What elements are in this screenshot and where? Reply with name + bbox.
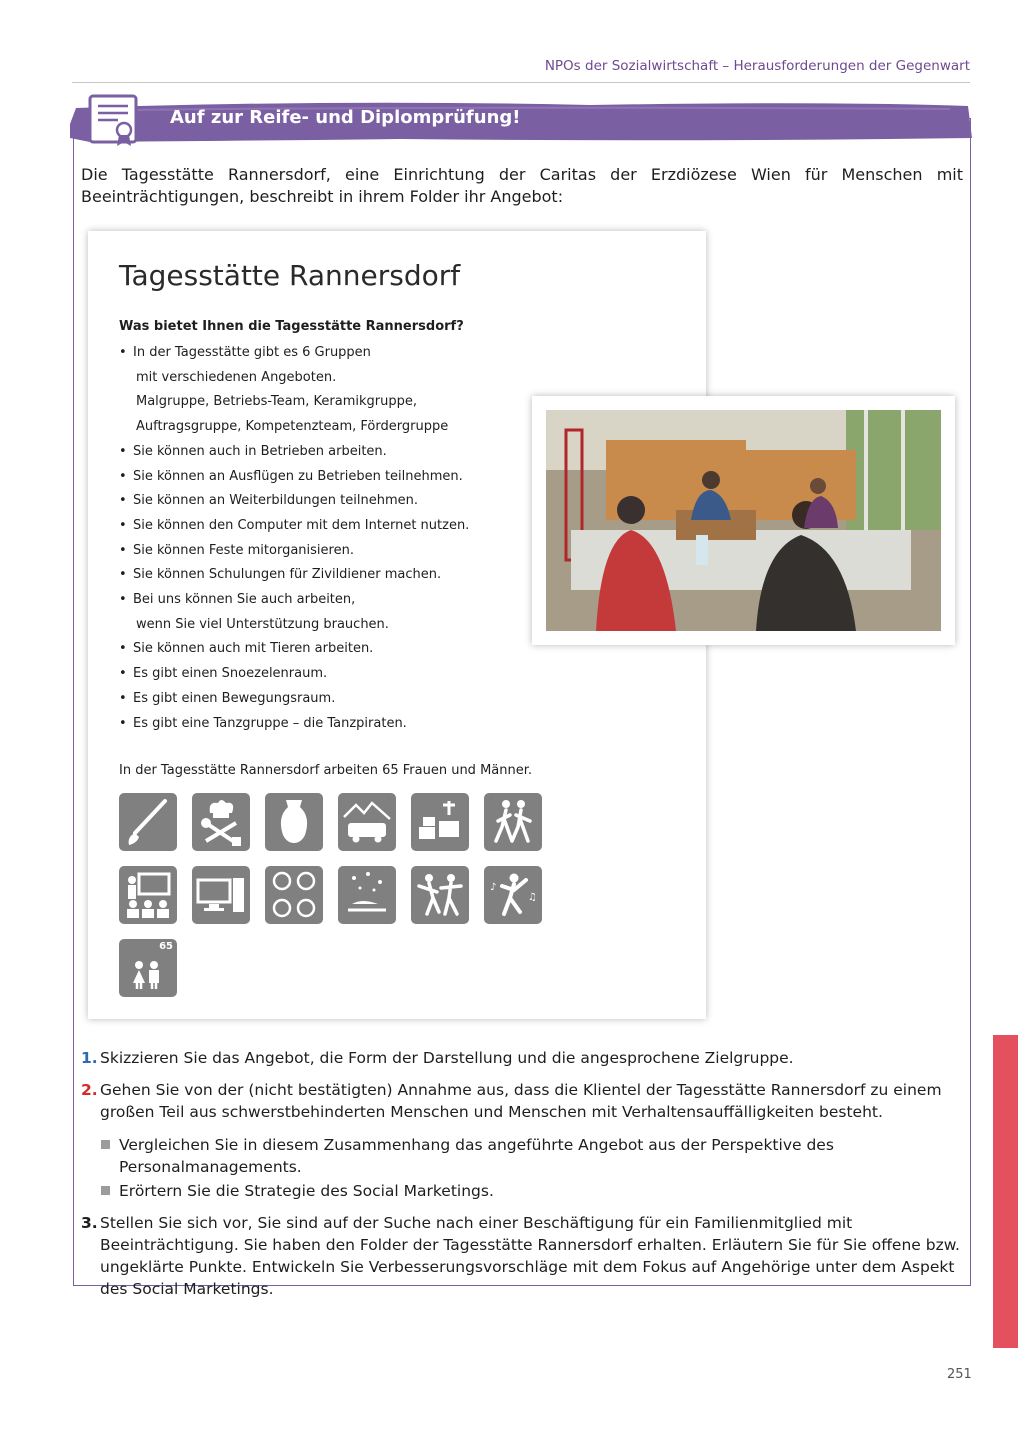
list-item: • Sie können an Ausflügen zu Betrieben teilnehmen.	[119, 465, 469, 490]
list-item: • Sie können den Computer mit dem Internet nutzen.	[119, 514, 469, 539]
list-item: Malgruppe, Betriebs-Team, Keramikgruppe,	[136, 394, 417, 410]
task-number: 1.	[81, 1049, 98, 1067]
folder-question: Was bietet Ihnen die Tagesstätte Rannersdorf?	[119, 319, 464, 334]
running-header: NPOs der Sozialwirtschaft – Herausforderungen der Gegenwart	[544, 58, 970, 74]
task-list	[81, 1047, 961, 1310]
list-item: wenn Sie viel Unterstützung brauchen.	[136, 616, 389, 632]
staff-people-icon	[119, 939, 177, 997]
list-item: • Es gibt einen Snoezelenraum.	[119, 662, 469, 687]
chapter-side-tab	[993, 1035, 1018, 1348]
cooking-icon	[192, 793, 250, 851]
list-item: • Es gibt einen Bewegungsraum.	[119, 687, 469, 712]
task-text: Gehen Sie von der (nicht bestätigten) Annahme aus, dass die Klientel der Tagesstätte Rannersdorf zu einem großen Teil aus schwerstbehinderten Menschen und Menschen mit Verhaltensauffälligkeiten besteht.	[100, 1081, 942, 1121]
task-number: 2.	[81, 1081, 98, 1099]
svg-text:♫: ♫	[528, 892, 537, 903]
subtask-text: Vergleichen Sie in diesem Zusammenhang das angeführte Angebot aus der Perspektive des Personalmanagements.	[119, 1136, 834, 1176]
square-bullet	[101, 1140, 110, 1149]
list-item: • Sie können auch in Betrieben arbeiten.	[119, 440, 469, 465]
folder-title: Tagesstätte Rannersdorf	[119, 259, 461, 292]
svg-text:♪: ♪	[490, 882, 497, 893]
header-rule	[72, 82, 970, 83]
photo-card	[532, 396, 955, 645]
list-item: mit verschiedenen Angeboten.	[136, 369, 337, 385]
list-item: • Sie können an Weiterbildungen teilnehmen.	[119, 489, 469, 514]
section-banner	[70, 98, 972, 144]
banner-title: Auf zur Reife- und Diplomprüfung!	[170, 107, 521, 128]
task-1	[81, 1047, 961, 1069]
task-3	[81, 1212, 961, 1300]
page-number: 251	[947, 1367, 972, 1382]
vase-icon	[265, 793, 323, 851]
computer-icon	[192, 866, 250, 924]
task-2	[81, 1079, 961, 1202]
square-bullet	[101, 1186, 110, 1195]
list-item: • Sie können Feste mitorganisieren.	[119, 539, 469, 564]
subtask	[81, 1134, 961, 1178]
animals-icon	[265, 866, 323, 924]
staff-note: In der Tagesstätte Rannersdorf arbeiten 65 Frauen und Männer.	[119, 763, 533, 778]
movement-icon	[411, 866, 469, 924]
training-icon	[119, 866, 177, 924]
list-item: • Sie können auch mit Tieren arbeiten.	[119, 637, 469, 662]
paintbrush-icon	[119, 793, 177, 851]
work-packages-icon	[411, 793, 469, 851]
list-item: • Es gibt eine Tanzgruppe – die Tanzpiraten.	[119, 712, 469, 737]
dance-icon	[484, 866, 542, 924]
intro-text: Die Tagesstätte Rannersdorf, eine Einrichtung der Caritas der Erzdiözese Wien für Menschen mit Beeinträchtigungen, beschreibt in ihrem Folder ihr Angebot:	[81, 165, 963, 206]
workshop-photo	[546, 410, 941, 631]
list-item: • Sie können Schulungen für Zivildiener machen.	[119, 563, 469, 588]
offer-list	[119, 341, 469, 736]
certificate-icon	[84, 92, 146, 148]
task-text: Stellen Sie sich vor, Sie sind auf der Suche nach einer Beschäftigung für ein Familienmitglied mit Beeinträchtigung. Sie haben den Folder der Tagesstätte Rannersdorf erhalten. Erläutern Sie für Sie offene bzw. ungeklärte Punkte. Entwickeln Sie Verbesserungsvorschläge mit dem Fokus auf Angehörige unter dem Aspekt des Social Marketings.	[100, 1214, 960, 1298]
snoezelen-icon	[338, 866, 396, 924]
list-item: • In der Tagesstätte gibt es 6 Gruppen	[119, 341, 469, 366]
list-item: Auftragsgruppe, Kompetenzteam, Fördergruppe	[136, 419, 449, 435]
task-text: Skizzieren Sie das Angebot, die Form der Darstellung und die angesprochene Zielgruppe.	[100, 1049, 794, 1067]
staff-count-badge: 65	[159, 941, 173, 952]
excursion-bus-icon	[338, 793, 396, 851]
list-item: • Bei uns können Sie auch arbeiten,	[119, 588, 469, 613]
subtask-text: Erörtern Sie die Strategie des Social Marketings.	[119, 1182, 494, 1200]
task-number: 3.	[81, 1214, 98, 1232]
subtask	[81, 1180, 961, 1202]
walking-people-icon	[484, 793, 542, 851]
